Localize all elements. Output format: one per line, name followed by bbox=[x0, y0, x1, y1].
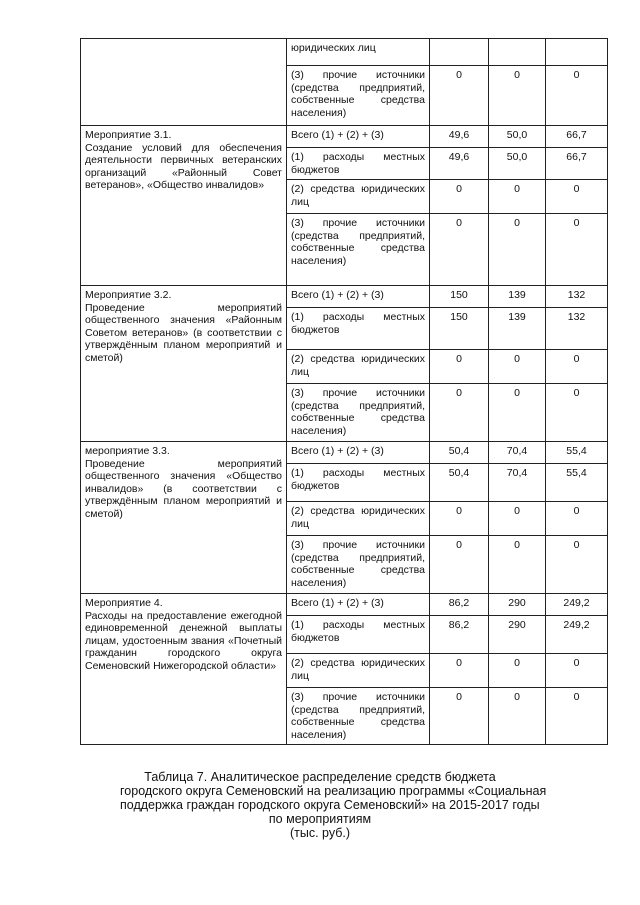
funding-source: (2) средства юридических лиц bbox=[287, 502, 430, 536]
value-2015: 0 bbox=[430, 180, 489, 214]
value-2015: 0 bbox=[430, 688, 489, 745]
value-2017: 66,7 bbox=[546, 148, 608, 180]
value-2015: 50,4 bbox=[430, 464, 489, 502]
caption-line: (тыс. руб.) bbox=[289, 826, 351, 840]
value-2017: 249,2 bbox=[546, 594, 608, 616]
value-2015: 0 bbox=[430, 350, 489, 384]
value-2017 bbox=[546, 39, 608, 66]
value-2017: 0 bbox=[546, 654, 608, 688]
value-2015: 49,6 bbox=[430, 148, 489, 180]
value-2015: 150 bbox=[430, 286, 489, 308]
value-2017: 132 bbox=[546, 286, 608, 308]
value-2017: 0 bbox=[546, 688, 608, 745]
funding-source: (3) прочие источники (средства предприятий, собственные средства населения) bbox=[287, 688, 430, 745]
value-2015: 0 bbox=[430, 536, 489, 594]
value-2017: 0 bbox=[546, 502, 608, 536]
value-2015: 0 bbox=[430, 384, 489, 442]
value-2017: 0 bbox=[546, 180, 608, 214]
value-2015: 50,4 bbox=[430, 442, 489, 464]
event-cell bbox=[81, 126, 287, 286]
event-description: Проведение мероприятий общественного значения «Общество инвалидов» (в соответствии с утверждённым планом мероприятий и сметой) bbox=[85, 457, 282, 520]
funding-source: Всего (1) + (2) + (3) bbox=[287, 442, 430, 464]
caption-line: Таблица 7. Аналитическое распределение средств бюджета bbox=[144, 770, 496, 784]
caption-line: городского округа Семеновский на реализацию программы «Социальная bbox=[120, 784, 547, 798]
funding-source: (3) прочие источники (средства предприятий, собственные средства населения) bbox=[287, 66, 430, 126]
event-cell bbox=[81, 442, 287, 594]
value-2015: 49,6 bbox=[430, 126, 489, 148]
value-2016 bbox=[489, 39, 546, 66]
value-2016: 139 bbox=[489, 286, 546, 308]
funding-source: (1) расходы местных бюджетов bbox=[287, 148, 430, 180]
table-row bbox=[81, 442, 608, 464]
funding-source: (1) расходы местных бюджетов bbox=[287, 464, 430, 502]
event-title: Мероприятие 3.1. bbox=[85, 129, 172, 141]
value-2017: 0 bbox=[546, 214, 608, 286]
value-2017: 55,4 bbox=[546, 442, 608, 464]
value-2016: 50,0 bbox=[489, 148, 546, 180]
value-2017: 55,4 bbox=[546, 464, 608, 502]
value-2016: 0 bbox=[489, 384, 546, 442]
value-2017: 0 bbox=[546, 384, 608, 442]
caption-line: поддержка граждан городского округа Семеновский» на 2015-2017 годы bbox=[120, 798, 540, 812]
event-cell-continued bbox=[81, 39, 287, 126]
value-2016: 139 bbox=[489, 308, 546, 350]
value-2015: 0 bbox=[430, 502, 489, 536]
caption-line: по мероприятиям bbox=[268, 812, 372, 826]
event-description: Проведение мероприятий общественного значения «Районным Советом ветеранов» (в соответствии с утверждённым планом мероприятий и сметой) bbox=[85, 301, 282, 364]
value-2016: 290 bbox=[489, 616, 546, 654]
budget-table-body bbox=[81, 39, 608, 745]
value-2015: 0 bbox=[430, 214, 489, 286]
table-row bbox=[81, 594, 608, 616]
funding-source: (1) расходы местных бюджетов bbox=[287, 308, 430, 350]
value-2017: 0 bbox=[546, 536, 608, 594]
budget-table bbox=[80, 38, 608, 745]
value-2015: 86,2 bbox=[430, 594, 489, 616]
funding-source: (3) прочие источники (средства предприятий, собственные средства населения) bbox=[287, 384, 430, 442]
value-2017: 0 bbox=[546, 350, 608, 384]
value-2016: 0 bbox=[489, 502, 546, 536]
value-2016: 0 bbox=[489, 350, 546, 384]
event-title: мероприятие 3.3. bbox=[85, 445, 170, 457]
event-description: Создание условий для обеспечения деятельности первичных ветеранских организаций «Районный Совет ветеранов», «Общество инвалидов» bbox=[85, 141, 282, 191]
funding-source: (2) средства юридических лиц bbox=[287, 180, 430, 214]
value-2016: 0 bbox=[489, 214, 546, 286]
value-2016: 0 bbox=[489, 536, 546, 594]
table-row bbox=[81, 286, 608, 308]
value-2015: 86,2 bbox=[430, 616, 489, 654]
funding-source: (2) средства юридических лиц bbox=[287, 654, 430, 688]
table-caption bbox=[120, 770, 547, 840]
value-2017: 0 bbox=[546, 66, 608, 126]
table-row bbox=[81, 39, 608, 66]
funding-source: (3) прочие источники (средства предприятий, собственные средства населения) bbox=[287, 214, 430, 286]
value-2016: 70,4 bbox=[489, 442, 546, 464]
value-2016: 70,4 bbox=[489, 464, 546, 502]
funding-source: Всего (1) + (2) + (3) bbox=[287, 594, 430, 616]
funding-source: Всего (1) + (2) + (3) bbox=[287, 126, 430, 148]
funding-source: (3) прочие источники (средства предприятий, собственные средства населения) bbox=[287, 536, 430, 594]
value-2016: 0 bbox=[489, 180, 546, 214]
event-title: Мероприятие 4. bbox=[85, 597, 163, 609]
value-2017: 132 bbox=[546, 308, 608, 350]
funding-source: Всего (1) + (2) + (3) bbox=[287, 286, 430, 308]
value-2016: 50,0 bbox=[489, 126, 546, 148]
event-cell bbox=[81, 286, 287, 442]
value-2015: 150 bbox=[430, 308, 489, 350]
event-cell bbox=[81, 594, 287, 745]
value-2017: 66,7 bbox=[546, 126, 608, 148]
funding-source: (2) средства юридических лиц bbox=[287, 350, 430, 384]
value-2016: 0 bbox=[489, 688, 546, 745]
funding-source: юридических лиц bbox=[287, 39, 430, 66]
value-2015: 0 bbox=[430, 654, 489, 688]
value-2016: 0 bbox=[489, 654, 546, 688]
event-description: Расходы на предоставление ежегодной единовременной денежной выплаты лицам, удостоенным звания «Почетный гражданин городского округа Семеновский Нижегородской области» bbox=[85, 609, 282, 672]
value-2016: 290 bbox=[489, 594, 546, 616]
value-2015 bbox=[430, 39, 489, 66]
table-row bbox=[81, 126, 608, 148]
event-title: Мероприятие 3.2. bbox=[85, 289, 172, 301]
value-2016: 0 bbox=[489, 66, 546, 126]
value-2017: 249,2 bbox=[546, 616, 608, 654]
funding-source: (1) расходы местных бюджетов bbox=[287, 616, 430, 654]
value-2015: 0 bbox=[430, 66, 489, 126]
